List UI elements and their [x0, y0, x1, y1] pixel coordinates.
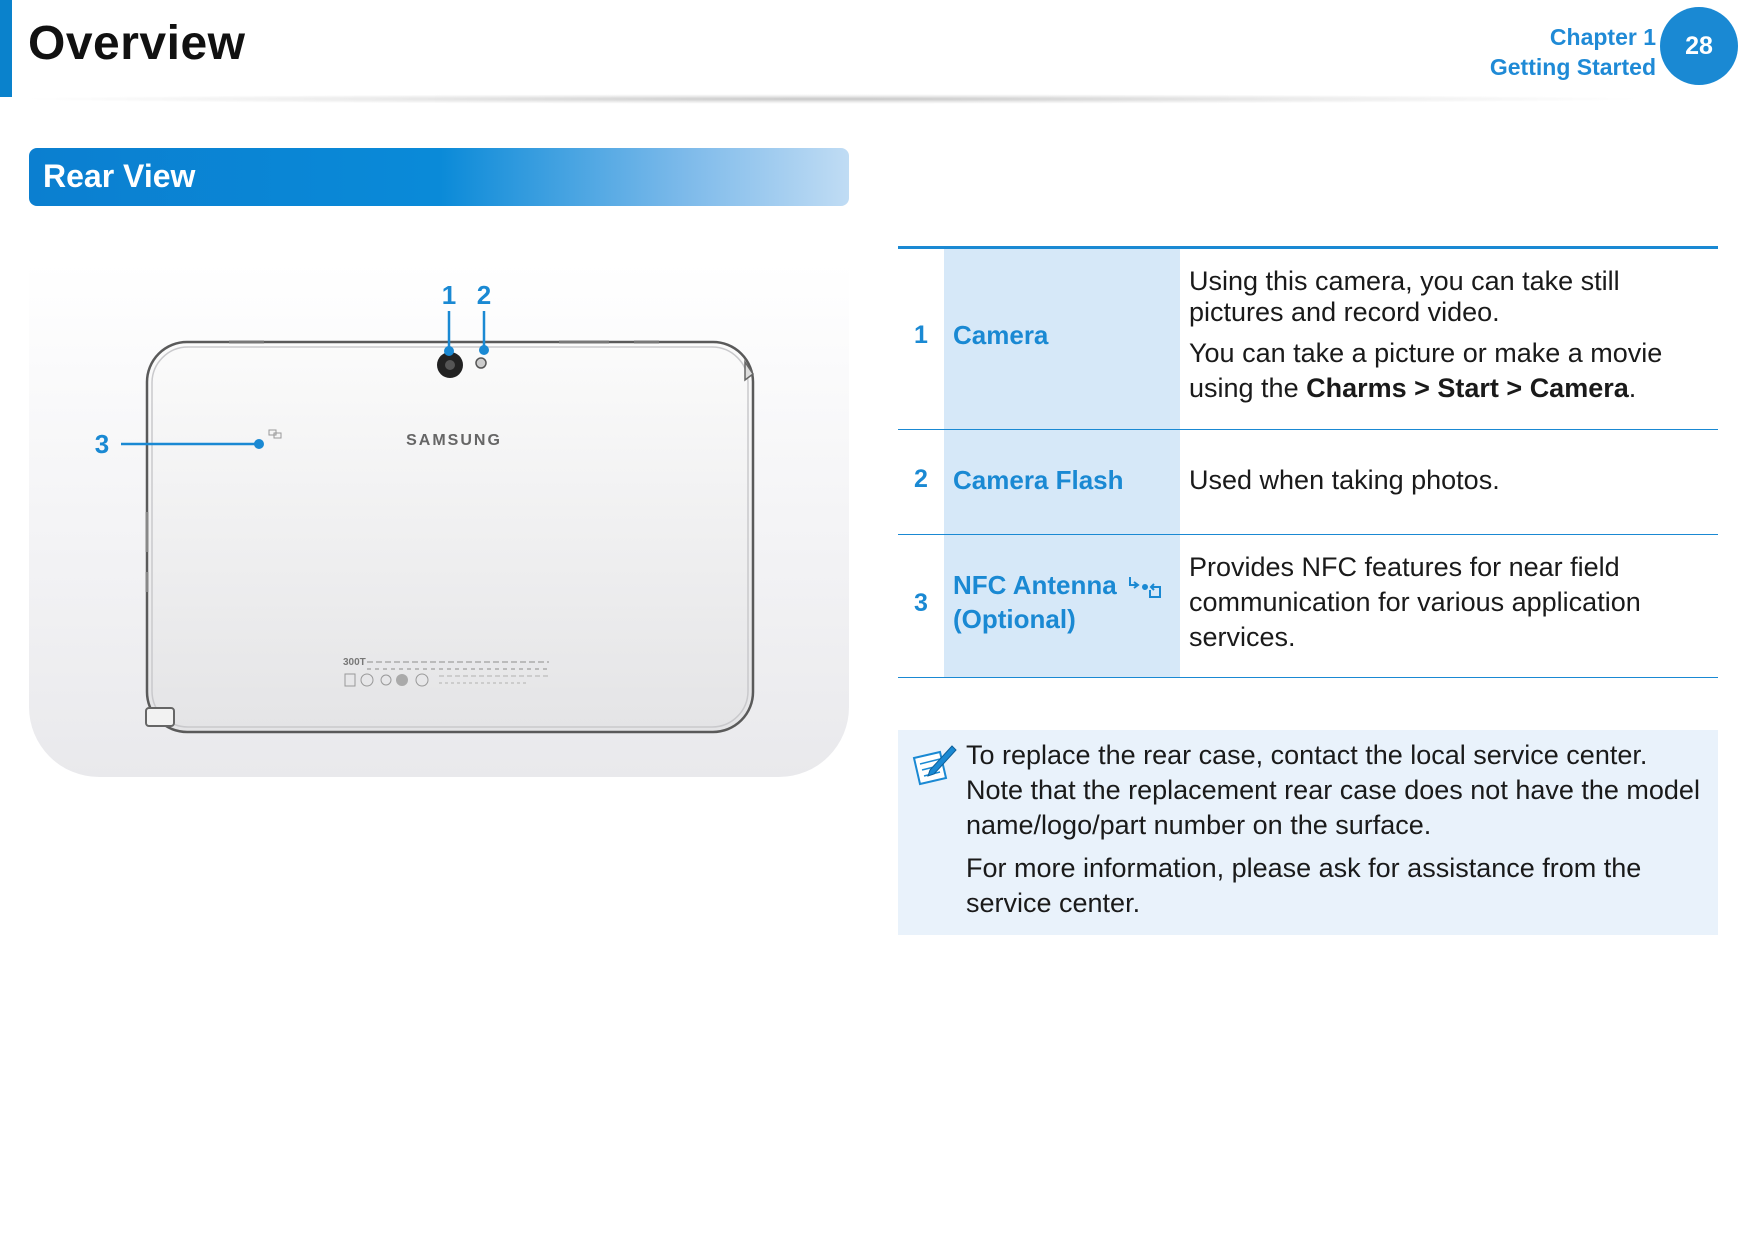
tablet-body [147, 342, 753, 732]
row-description: Provides NFC features for near field communication for various application services. [1189, 552, 1641, 652]
row-name-cell [944, 535, 1180, 677]
note-paragraph: To replace the rear case, contact the local service center. Note that the replacement rear case does not have the model name/logo/part number on the surface. [966, 740, 1700, 840]
table-row [898, 430, 1718, 535]
row-number: 1 [914, 321, 928, 349]
svg-text:300T: 300T [343, 657, 366, 668]
table-row [898, 535, 1718, 678]
note-paragraph: For more information, please ask for assistance from the service center. [966, 853, 1642, 918]
page-number-badge: 28 [1660, 7, 1738, 85]
brand-logo: SAMSUNG [406, 432, 502, 449]
row-number: 2 [914, 465, 928, 493]
row-name: Camera [953, 320, 1049, 350]
menu-path: Charms > Start > Camera [1306, 373, 1629, 403]
chapter-label [1490, 22, 1656, 82]
tablet-rear-illustration [29, 262, 849, 777]
section-title: Rear View [43, 158, 196, 194]
rear-view-figure [29, 262, 849, 777]
note-pencil-icon [910, 742, 958, 786]
row-description [1189, 266, 1714, 406]
row-description: Used when taking photos. [1189, 465, 1500, 495]
row-number: 3 [914, 589, 928, 617]
camera-flash [476, 358, 486, 368]
note-text [966, 738, 1711, 921]
svg-text:2: 2 [476, 280, 492, 310]
svg-text:3: 3 [94, 429, 110, 459]
row-name: NFC Antenna (Optional) [953, 568, 1162, 636]
header-divider [12, 94, 1652, 104]
nfc-icon [1128, 574, 1162, 600]
table-row [898, 249, 1718, 430]
pen-slot [146, 708, 174, 726]
page-title: Overview [28, 17, 246, 70]
section-banner [29, 148, 849, 206]
chapter-number: Chapter 1 [1549, 24, 1656, 50]
row-name-cell [944, 249, 1180, 429]
row-name: Camera Flash [953, 465, 1124, 495]
chapter-name: Getting Started [1489, 54, 1656, 80]
note-box [898, 730, 1718, 935]
description-text: Using this camera, you can take still pictures and record video. [1189, 266, 1620, 327]
header-accent-bar [0, 0, 12, 97]
svg-text:1: 1 [441, 280, 457, 310]
row-name-cell [944, 430, 1180, 534]
description-text: You can take a picture or make a movie using the Charms > Start > Camera. [1189, 338, 1663, 403]
